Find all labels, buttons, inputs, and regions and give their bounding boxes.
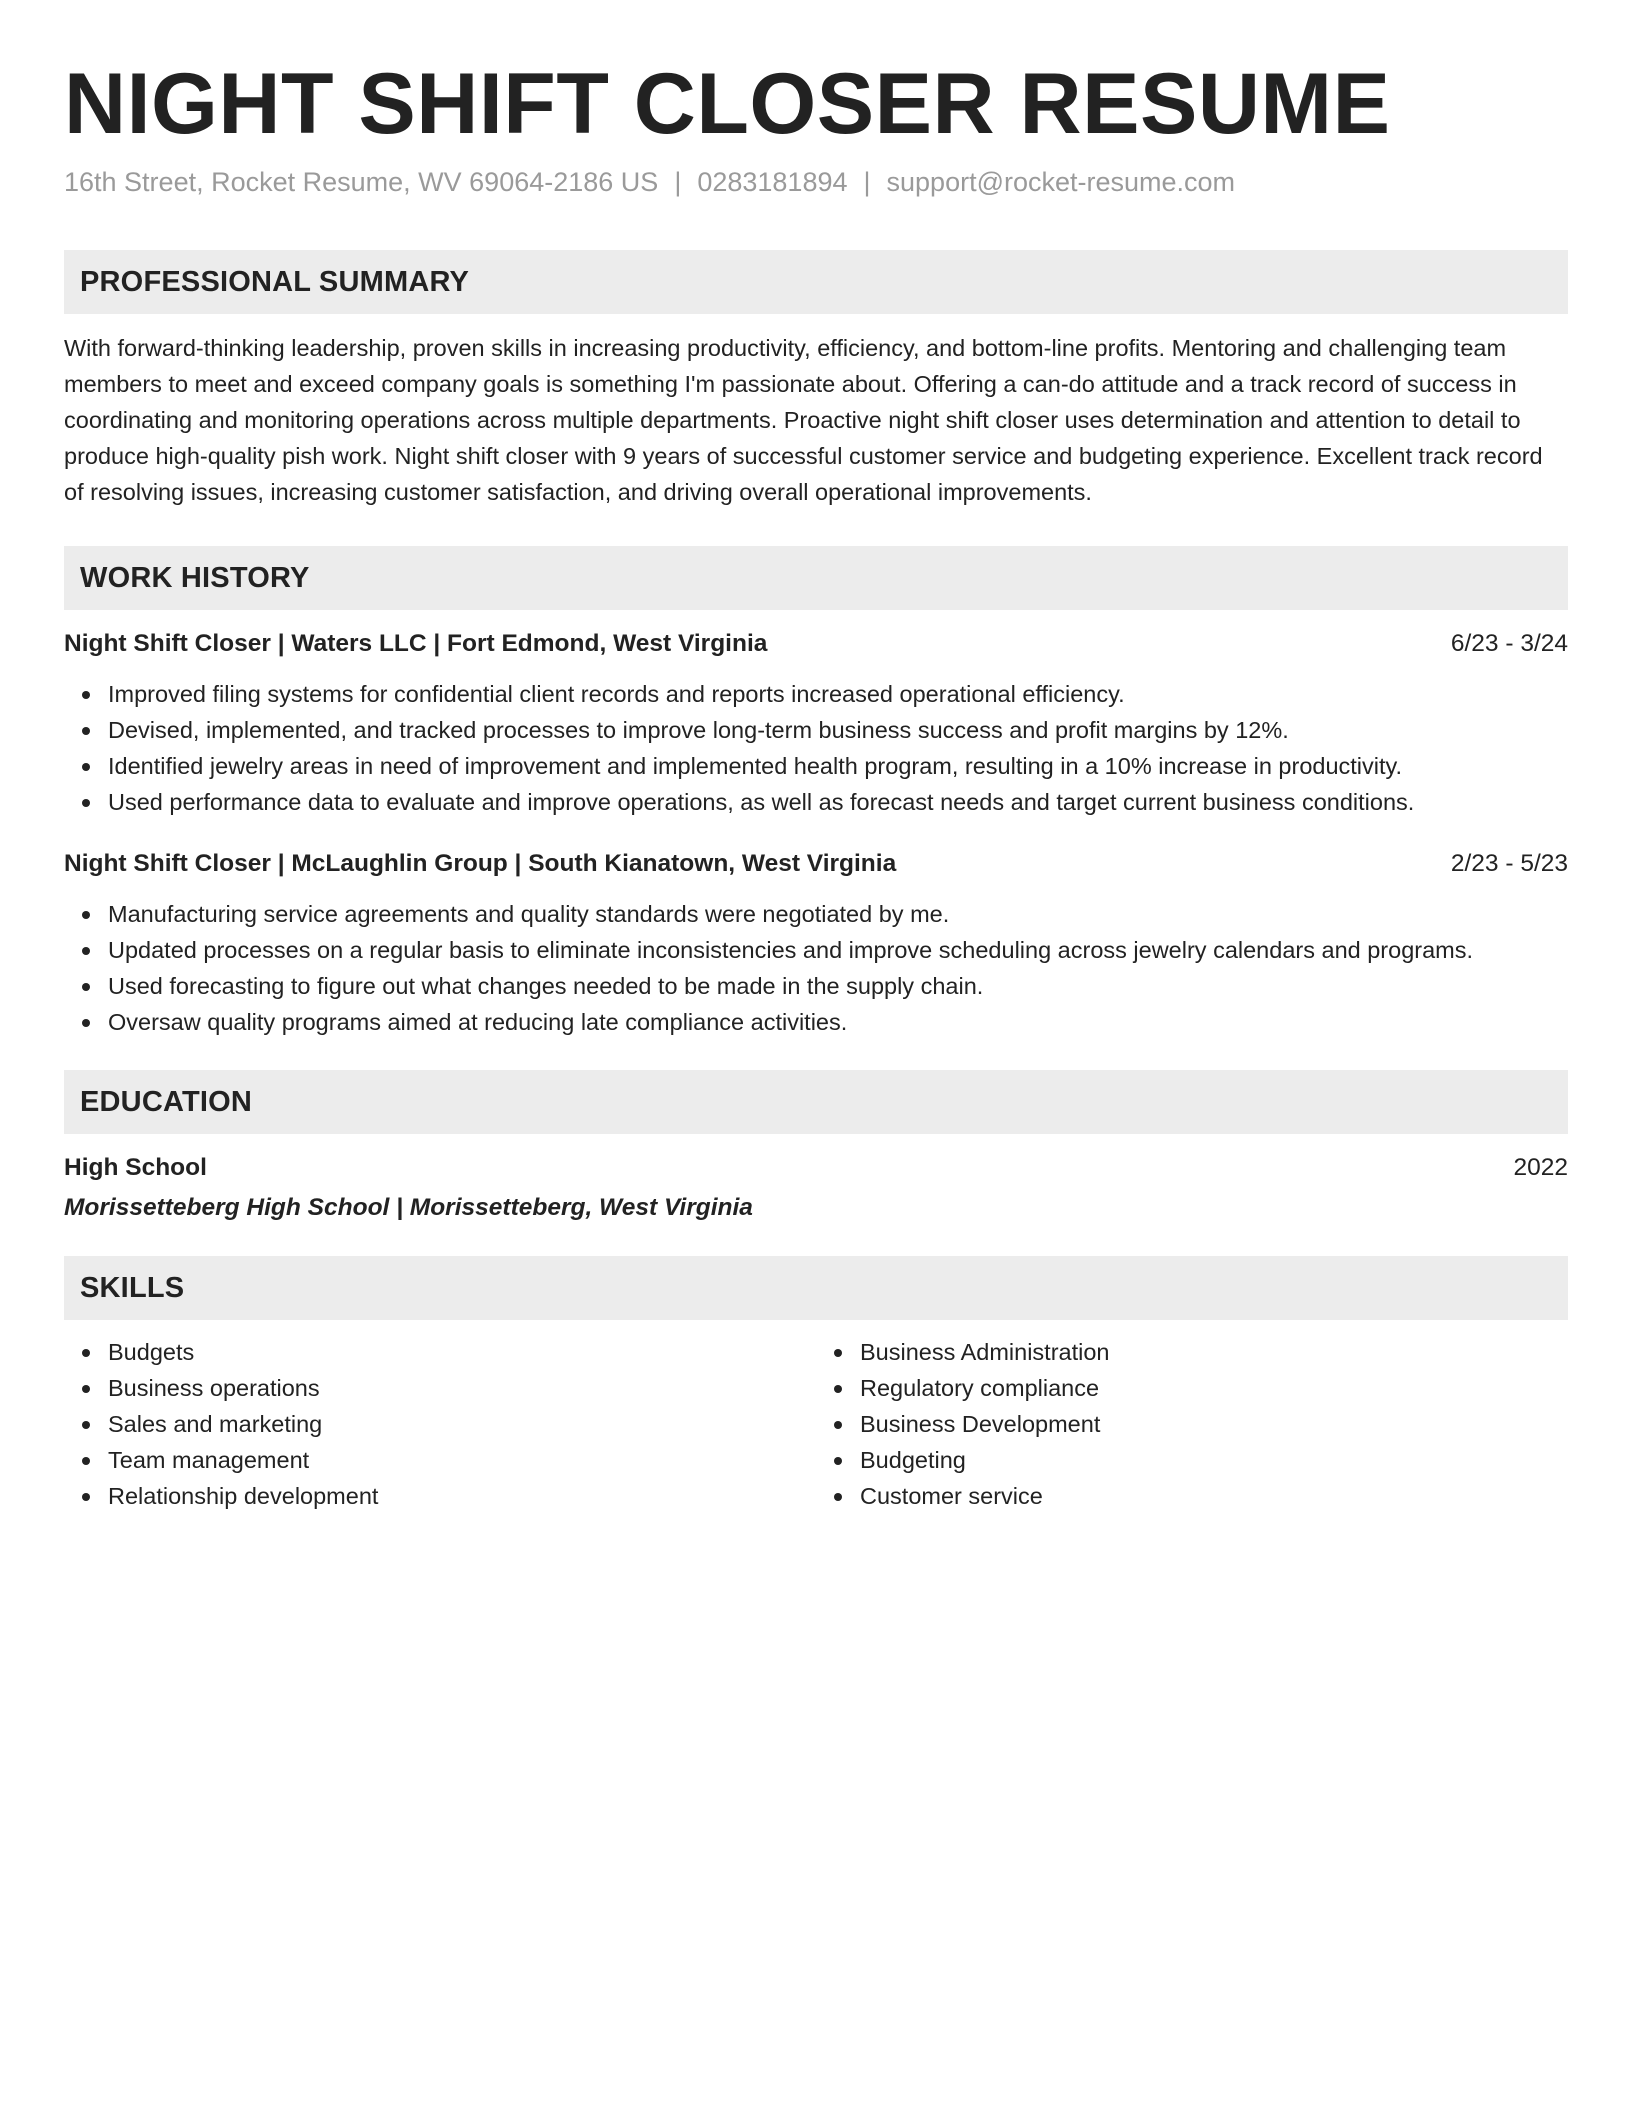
job-bullet: Used performance data to evaluate and improve operations, as well as forecast needs and target current business conditions. bbox=[108, 784, 1568, 820]
skill-item: Sales and marketing bbox=[108, 1406, 816, 1442]
work-history-heading: WORK HISTORY bbox=[64, 546, 1568, 610]
job-entry bbox=[64, 626, 1568, 820]
job-bullet: Oversaw quality programs aimed at reducing late compliance activities. bbox=[108, 1004, 1568, 1040]
skills-grid bbox=[64, 1334, 1568, 1514]
job-bullet: Updated processes on a regular basis to eliminate inconsistencies and improve scheduling across jewelry calendars and programs. bbox=[108, 932, 1568, 968]
job-bullet: Used forecasting to figure out what changes needed to be made in the supply chain. bbox=[108, 968, 1568, 1004]
skill-item: Team management bbox=[108, 1442, 816, 1478]
skills-column-left bbox=[64, 1334, 816, 1514]
education-heading: EDUCATION bbox=[64, 1070, 1568, 1134]
summary-heading: PROFESSIONAL SUMMARY bbox=[64, 250, 1568, 314]
job-header bbox=[64, 626, 1568, 662]
contact-address: 16th Street, Rocket Resume, WV 69064-2186 US bbox=[64, 167, 659, 197]
skills-list bbox=[816, 1334, 1568, 1514]
skill-item: Business Development bbox=[860, 1406, 1568, 1442]
job-bullets bbox=[64, 676, 1568, 820]
job-dates: 2/23 - 5/23 bbox=[1450, 850, 1568, 877]
resume-title: NIGHT SHIFT CLOSER RESUME bbox=[64, 56, 1391, 152]
contact-separator: | bbox=[674, 167, 682, 197]
job-bullet: Devised, implemented, and tracked processes to improve long-term business success and profit margins by 12%. bbox=[108, 712, 1568, 748]
skill-item: Budgeting bbox=[860, 1442, 1568, 1478]
job-bullet: Improved filing systems for confidential client records and reports increased operational efficiency. bbox=[108, 676, 1568, 712]
job-title: Night Shift Closer | Waters LLC | Fort Edmond, West Virginia bbox=[64, 630, 768, 657]
skill-item: Business operations bbox=[108, 1370, 816, 1406]
contact-separator: | bbox=[863, 167, 871, 197]
job-bullets bbox=[64, 896, 1568, 1040]
job-bullet: Manufacturing service agreements and quality standards were negotiated by me. bbox=[108, 896, 1568, 932]
skills-heading: SKILLS bbox=[64, 1256, 1568, 1320]
job-title: Night Shift Closer | McLaughlin Group | South Kianatown, West Virginia bbox=[64, 850, 897, 877]
job-bullet: Identified jewelry areas in need of improvement and implemented health program, resulting in a 10% increase in productivity. bbox=[108, 748, 1568, 784]
contact-line bbox=[64, 162, 1568, 202]
job-dates: 6/23 - 3/24 bbox=[1450, 630, 1568, 657]
education-school: Morissetteberg High School | Morissetteberg, West Virginia bbox=[64, 1194, 753, 1221]
skill-item: Customer service bbox=[860, 1478, 1568, 1514]
summary-text: With forward-thinking leadership, proven skills in increasing productivity, efficiency, and bottom-line profits. Mentoring and challenging team members to meet and exceed company goals is something I'm passionate about. Offering a can-do attitude and a track record of success in coordinating and monitoring operations across multiple departments. Proactive night shift closer uses determination and attention to detail to produce high-quality pish work. Night shift closer with 9 years of successful customer service and budgeting experience. Excellent track record of resolving issues, increasing customer satisfaction, and driving overall operational improvements. bbox=[64, 335, 1543, 505]
skill-item: Relationship development bbox=[108, 1478, 816, 1514]
job-header bbox=[64, 846, 1568, 882]
skill-item: Regulatory compliance bbox=[860, 1370, 1568, 1406]
contact-email: support@rocket-resume.com bbox=[886, 167, 1236, 197]
contact-phone: 0283181894 bbox=[697, 167, 848, 197]
job-entry bbox=[64, 846, 1568, 1040]
education-degree: High School bbox=[64, 1154, 207, 1181]
education-year: 2022 bbox=[1513, 1154, 1568, 1181]
skill-item: Business Administration bbox=[860, 1334, 1568, 1370]
skills-column-right bbox=[816, 1334, 1568, 1514]
skill-item: Budgets bbox=[108, 1334, 816, 1370]
skills-list bbox=[64, 1334, 816, 1514]
education-row bbox=[64, 1150, 1568, 1186]
